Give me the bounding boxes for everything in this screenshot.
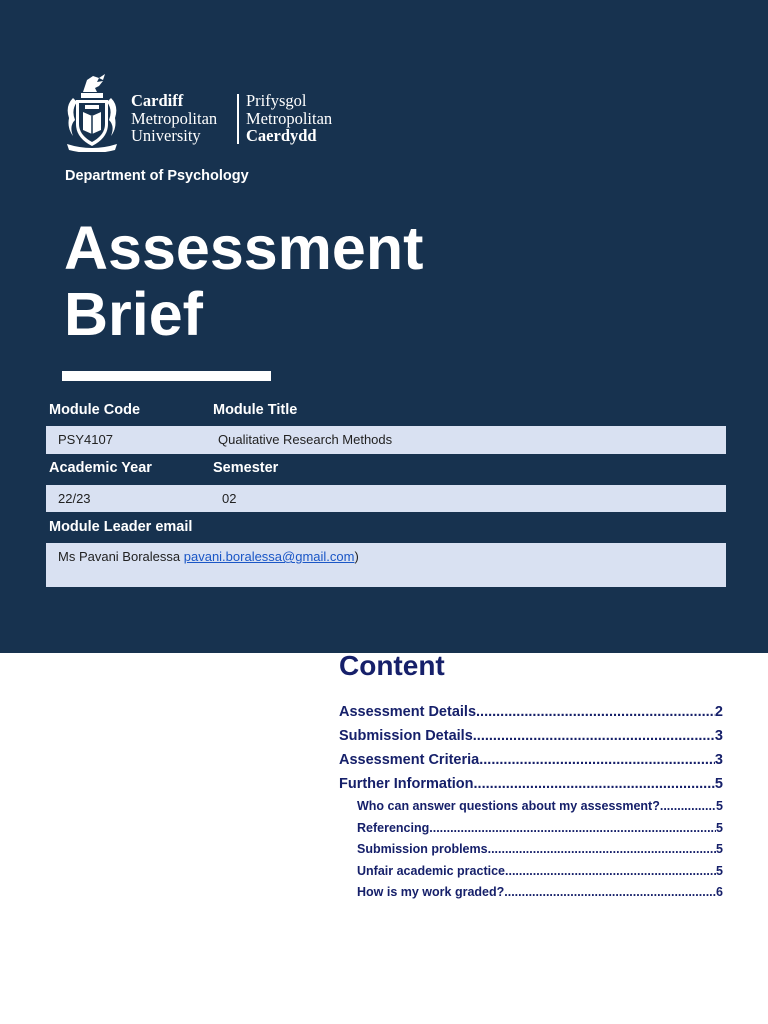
university-logo: [63, 72, 353, 154]
academic-year-value: 22/23: [58, 491, 91, 506]
academic-year-label: Academic Year: [49, 460, 152, 476]
module-title-label: Module Title: [213, 402, 298, 418]
toc-heading: Content: [339, 650, 445, 681]
page-title: [64, 215, 423, 347]
module-leader-value: [58, 549, 359, 564]
toc-entry[interactable]: Assessment Criteria ..... 3: [339, 748, 723, 772]
title-line-2: Brief: [64, 280, 203, 348]
semester-label: Semester: [213, 460, 279, 476]
year-row: [46, 485, 726, 512]
title-underline: [62, 371, 271, 381]
module-title-value: Qualitative Research Methods: [218, 432, 393, 447]
logo-text-english: Cardiff Metropolitan University: [131, 91, 218, 145]
toc-subentry[interactable]: Referencing ..... 5: [339, 818, 723, 840]
module-leader-name: Ms Pavani Boralessa: [58, 549, 181, 564]
module-leader-suffix: ): [354, 549, 359, 564]
toc-subentry[interactable]: How is my work graded? ..... 6: [339, 882, 723, 904]
university-crest-icon: [63, 72, 121, 152]
logo-divider: [237, 94, 239, 144]
toc-list: [339, 700, 723, 904]
toc-entry[interactable]: Assessment Details ..... 2: [339, 700, 723, 724]
department-name: Department of Psychology: [65, 168, 249, 184]
module-row: [46, 426, 726, 454]
module-leader-label: Module Leader email: [49, 519, 193, 535]
module-leader-row: [46, 543, 726, 587]
logo-text-welsh: Prifysgol Metropolitan Caerdydd: [246, 91, 333, 145]
module-code-label: Module Code: [49, 402, 141, 418]
module-code-value: PSY4107: [58, 432, 113, 447]
title-line-1: Assessment: [64, 214, 424, 282]
toc-subentry[interactable]: Submission problems ..... 5: [339, 839, 723, 861]
semester-value: 02: [222, 491, 237, 506]
toc-entry[interactable]: Submission Details ..... 3: [339, 724, 723, 748]
toc-entry[interactable]: Further Information ..... 5: [339, 772, 723, 796]
toc-subentry[interactable]: Unfair academic practice ..... 5: [339, 861, 723, 883]
table-of-contents: [339, 648, 723, 904]
toc-subentry[interactable]: Who can answer questions about my assessment? ..... 5: [339, 796, 723, 818]
module-leader-email-link[interactable]: pavani.boralessa@gmail.com: [183, 549, 355, 564]
